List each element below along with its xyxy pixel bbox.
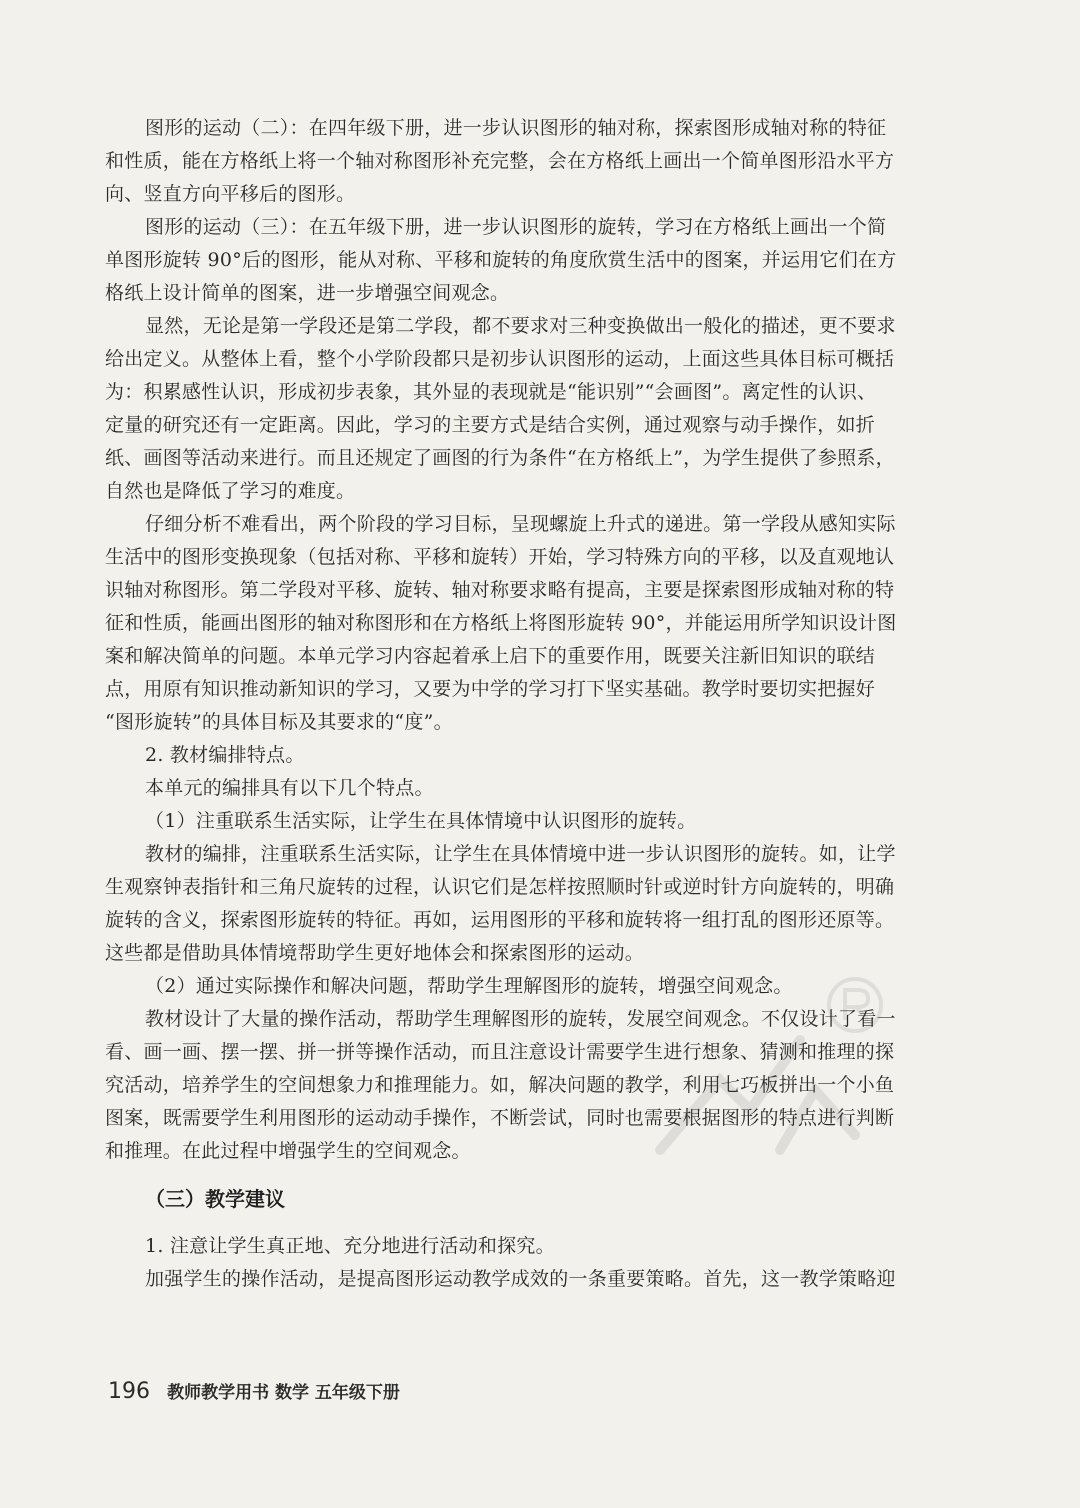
paragraph-line: 给出定义。从整体上看，整个小学阶段都只是初步认识图形的运动，上面这些具体目标可概括 [105,348,895,370]
subheading: 1. 注意让学生真正地、充分地进行活动和探究。 [145,1235,555,1257]
paragraph-line: 旋转的含义，探索图形旋转的特征。再如，运用图形的平移和旋转将一组打乱的图形还原等。 [105,909,895,931]
subheading: （1）注重联系生活实际，让学生在具体情境中认识图形的旋转。 [145,810,697,832]
paragraph-line: 看、画一画、摆一摆、拼一拼等操作活动，而且注意设计需要学生进行想象、猜测和推理的探 [105,1041,895,1063]
page-footer [108,1378,400,1404]
paragraph-line: 向、竖直方向平移后的图形。 [105,183,356,205]
paragraph-line: 征和性质，能画出图形的轴对称图形和在方格纸上将图形旋转 90°，并能运用所学知识设计图 [105,612,897,634]
paragraph-line: “图形旋转”的具体目标及其要求的“度”。 [105,711,453,733]
page-number: 196 [108,1379,150,1404]
paragraph-line: 本单元的编排具有以下几个特点。 [145,777,434,799]
paragraph-line: 和推理。在此过程中增强学生的空间观念。 [105,1140,471,1162]
paragraph-line: 识轴对称图形。第二学段对平移、旋转、轴对称要求略有提高，主要是探索图形成轴对称的特 [105,579,895,601]
paragraph-line: 教材的编排，注重联系生活实际，让学生在具体情境中进一步认识图形的旋转。如，让学 [145,843,896,865]
paragraph-line: 自然也是降低了学习的难度。 [105,480,356,502]
paragraph-line: 案和解决简单的问题。本单元学习内容起着承上启下的重要作用，既要关注新旧知识的联结 [105,645,876,667]
paragraph-line: 这些都是借助具体情境帮助学生更好地体会和探索图形的运动。 [105,942,645,964]
paragraph-line: 纸、画图等活动来进行。而且还规定了画图的行为条件“在方格纸上”，为学生提供了参照系， [105,447,895,469]
book-title: 教师教学用书 数学 五年级下册 [167,1383,400,1403]
section-heading: （三）教学建议 [145,1187,285,1211]
paragraph-line: 和性质，能在方格纸上将一个轴对称图形补充完整，会在方格纸上画出一个简单图形沿水平方 [105,150,895,172]
paragraph-line: 教材设计了大量的操作活动，帮助学生理解图形的旋转，发展空间观念。不仅设计了看一 [145,1008,896,1030]
paragraph-line: 定量的研究还有一定距离。因此，学习的主要方式是结合实例，通过观察与动手操作，如折 [105,414,876,436]
page-body [105,112,975,1296]
paragraph-line: 生活中的图形变换现象（包括对称、平移和旋转）开始，学习特殊方向的平移，以及直观地认 [105,546,895,568]
paragraph-line: 图案，既需要学生利用图形的运动动手操作，不断尝试，同时也需要根据图形的特点进行判断 [105,1107,895,1129]
subheading: （2）通过实际操作和解决问题，帮助学生理解图形的旋转，增强空间观念。 [145,975,793,997]
subheading: 2. 教材编排特点。 [145,744,305,766]
paragraph-line: 显然，无论是第一学段还是第二学段，都不要求对三种变换做出一般化的描述，更不要求 [145,315,896,337]
paragraph-line: 仔细分析不难看出，两个阶段的学习目标，呈现螺旋上升式的递进。第一学段从感知实际 [145,513,896,535]
paragraph-line: 点，用原有知识推动新知识的学习，又要为中学的学习打下坚实基础。教学时要切实把握好 [105,678,876,700]
paragraph-line: 加强学生的操作活动，是提高图形运动教学成效的一条重要策略。首先，这一教学策略迎 [145,1268,896,1290]
paragraph-line: 生观察钟表指针和三角尺旋转的过程，认识它们是怎样按照顺时针或逆时针方向旋转的，明确 [105,876,895,898]
paragraph-line: 格纸上设计简单的图案，进一步增强空间观念。 [105,282,510,304]
paragraph-line: 单图形旋转 90°后的图形，能从对称、平移和旋转的角度欣赏生活中的图案，并运用它们在方 [105,249,897,271]
paragraph-line: 图形的运动（二）：在四年级下册，进一步认识图形的轴对称，探索图形成轴对称的特征 [145,117,887,139]
paragraph-line: 究活动，培养学生的空间想象力和推理能力。如，解决问题的教学，利用七巧板拼出一个小鱼 [105,1074,895,1096]
paragraph-line: 为：积累感性认识，形成初步表象，其外显的表现就是“能识别”“会画图”。离定性的认识、 [105,381,877,403]
paragraph-line: 图形的运动（三）：在五年级下册，进一步认识图形的旋转，学习在方格纸上画出一个简 [145,216,887,238]
